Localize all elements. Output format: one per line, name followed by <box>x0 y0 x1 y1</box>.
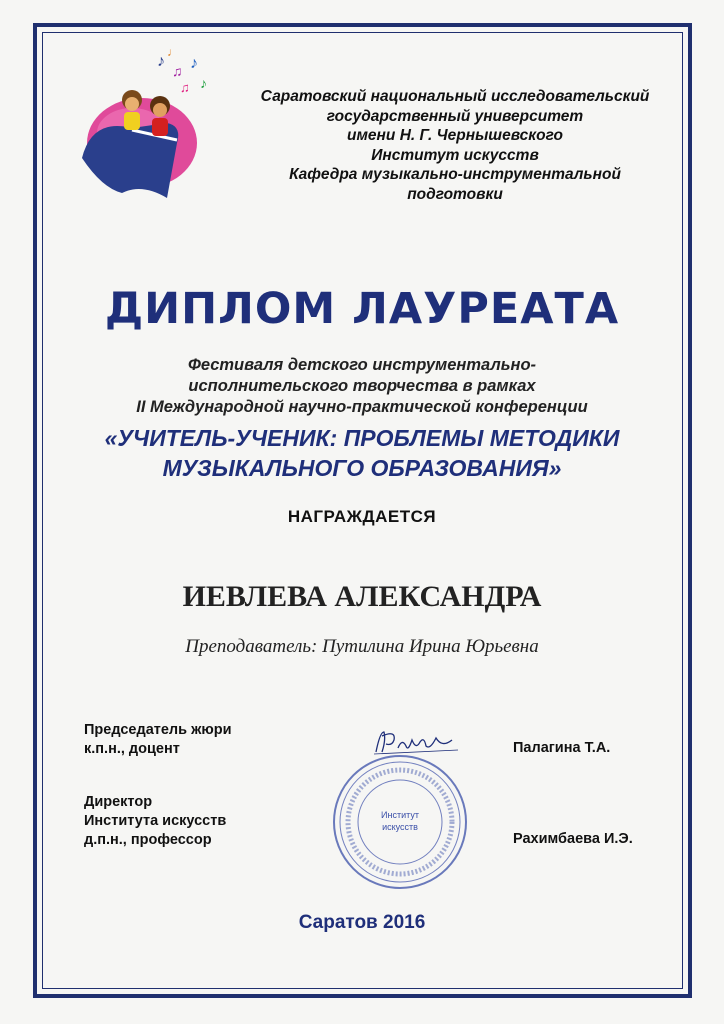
jury-chair-role <box>84 721 232 759</box>
header-line: имени Н. Г. Чернышевского <box>347 127 563 144</box>
institution-stamp <box>330 752 470 892</box>
svg-text:♪: ♪ <box>190 55 198 72</box>
svg-text:♫: ♫ <box>172 63 183 79</box>
festival-line: Фестиваля детского инструментально- <box>187 356 537 374</box>
awarded-label: НАГРАЖДАЕТСЯ <box>287 507 437 526</box>
director-role <box>84 793 226 850</box>
stamp-text-line: искусств <box>382 822 418 832</box>
role-line: Председатель жюри <box>84 722 232 738</box>
svg-text:♪: ♪ <box>157 53 165 70</box>
header-line: Кафедра музыкально-инструментальной <box>289 166 621 183</box>
role-line: Института искусств <box>84 813 227 829</box>
role-line: д.п.н., профессор <box>84 832 212 848</box>
conference-title <box>40 423 684 483</box>
festival-line: II Международной научно-практической конференции <box>136 398 588 416</box>
children-at-piano-icon <box>72 48 222 208</box>
city-year: Саратов 2016 <box>298 912 426 933</box>
jury-chair-name: Палагина Т.А. <box>513 740 611 756</box>
recipient-name: ИЕВЛЕВА АЛЕКСАНДРА <box>182 580 542 613</box>
header-line: Институт искусств <box>371 146 539 164</box>
university-header <box>240 87 670 204</box>
director-name: Рахимбаева И.Э. <box>513 831 633 847</box>
stamp-text-line: Институт <box>381 810 419 820</box>
header-line: Саратовский национальный исследовательский <box>260 88 650 105</box>
role-line: к.п.н., доцент <box>84 741 180 757</box>
conference-line: МУЗЫКАЛЬНОГО ОБРАЗОВАНИЯ» <box>162 455 562 481</box>
festival-description <box>60 355 664 418</box>
diploma-title: ДИПЛОМ ЛАУРЕАТА <box>104 284 620 334</box>
svg-text:♩: ♩ <box>167 48 179 59</box>
conference-line: «УЧИТЕЛЬ-УЧЕНИК: ПРОБЛЕМЫ МЕТОДИКИ <box>104 425 620 451</box>
role-line: Директор <box>84 794 153 810</box>
svg-text:♪: ♪ <box>200 75 207 91</box>
festival-line: исполнительского творчества в рамках <box>188 377 536 395</box>
header-line: подготовки <box>407 185 503 203</box>
header-line: государственный университет <box>326 107 584 125</box>
teacher-line: Преподаватель: Путилина Ирина Юрьевна <box>185 636 539 657</box>
svg-text:♫: ♫ <box>180 80 190 95</box>
